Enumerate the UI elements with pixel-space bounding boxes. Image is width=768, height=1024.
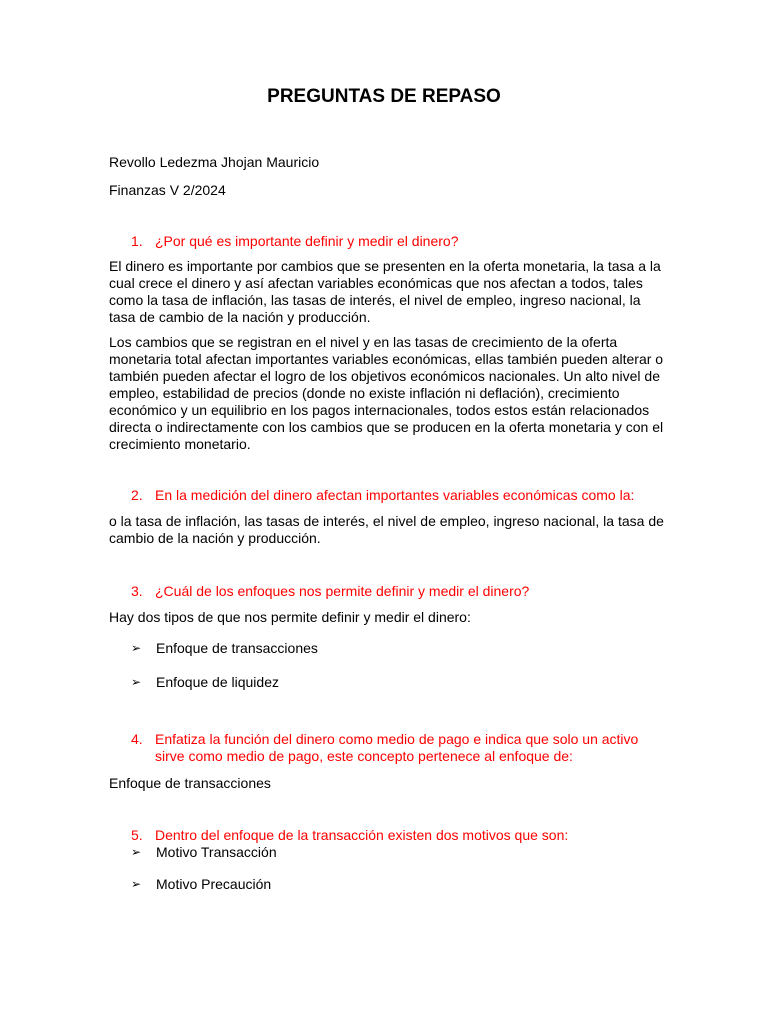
list-item-text: Motivo Transacción — [156, 844, 277, 860]
author-name: Revollo Ledezma Jhojan Mauricio — [109, 154, 320, 170]
answer-4-paragraph: Enfoque de transacciones — [109, 775, 271, 791]
answer-1-paragraph-2: Los cambios que se registran en el nivel y en las tasas de crecimiento de la oferta monetaria total afectan importantes variables económicas, ellas también pueden alterar o también pueden afectar el logro de los objetivos económicos nacionales. Un alto nivel de empleo, estabilidad de precios (donde no existe inflación ni deflación), crecimiento económico y un equilibrio en los pagos internacionales, todos estos están relacionados directa o indirectamente con los cambios que se producen en la oferta monetaria y con el crecimiento monetario. — [109, 334, 664, 452]
question-text: ¿Por qué es importante definir y medir el dinero? — [155, 233, 459, 249]
course-info: Finanzas V 2/2024 — [109, 182, 226, 198]
answer-3-paragraph: Hay dos tipos de que nos permite definir y medir el dinero: — [109, 609, 471, 625]
arrow-bullet-icon: ➢ — [131, 641, 142, 655]
arrow-bullet-icon: ➢ — [131, 845, 142, 859]
list-item-text: Enfoque de liquidez — [156, 674, 279, 690]
question-number: 4. — [131, 731, 143, 747]
question-text: ¿Cuál de los enfoques nos permite definir y medir el dinero? — [155, 583, 530, 599]
question-number: 2. — [131, 487, 143, 503]
arrow-bullet-icon: ➢ — [131, 877, 142, 891]
question-number: 3. — [131, 583, 143, 599]
question-number: 1. — [131, 233, 143, 249]
question-text: Enfatiza la función del dinero como medio de pago e indica que solo un activo sirve como medio de pago, este concepto pertenece al enfoque de: — [155, 731, 639, 764]
question-text: En la medición del dinero afectan importantes variables económicas como la: — [155, 487, 635, 503]
list-item-text: Enfoque de transacciones — [156, 640, 318, 656]
question-number: 5. — [131, 827, 143, 843]
answer-2-paragraph: o la tasa de inflación, las tasas de interés, el nivel de empleo, ingreso nacional, la tasa de cambio de la nación y producción. — [109, 513, 664, 546]
arrow-bullet-icon: ➢ — [131, 675, 142, 689]
answer-1-paragraph-1: El dinero es importante por cambios que se presenten en la oferta monetaria, la tasa a la cual crece el dinero y así afectan variables económicas que nos afectan a todos, tales como la tasa de inflación, las tasas de interés, el nivel de empleo, ingreso nacional, la tasa de cambio de la nación y producción. — [109, 258, 661, 325]
list-item-text: Motivo Precaución — [156, 876, 272, 892]
page-title: PREGUNTAS DE REPASO — [267, 86, 501, 107]
question-text: Dentro del enfoque de la transacción existen dos motivos que son: — [155, 827, 569, 843]
